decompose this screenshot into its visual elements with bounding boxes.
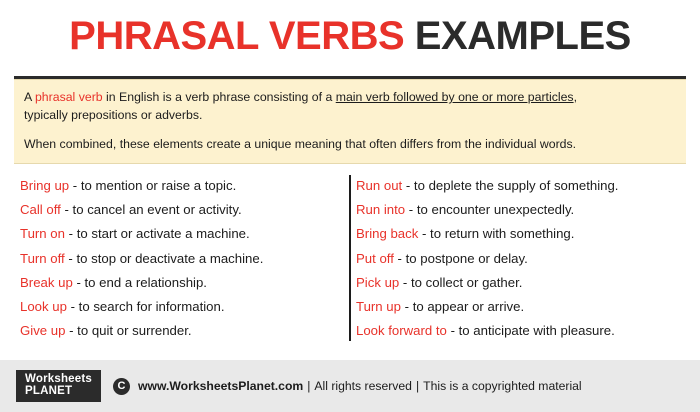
intro-paragraph-2: When combined, these elements create a unique meaning that often differs from the individual words. xyxy=(24,136,577,151)
title-dark-part: EXAMPLES xyxy=(404,14,631,58)
phrasal-verb-definition: - to postpone or delay. xyxy=(393,250,528,266)
list-item xyxy=(20,222,344,246)
title-red-part: PHRASAL VERBS xyxy=(69,14,405,58)
phrasal-verb: Break up xyxy=(20,274,73,290)
intro-text-c: , xyxy=(573,90,577,104)
phrasal-verb: Put off xyxy=(356,250,394,266)
list-item xyxy=(20,173,344,197)
phrasal-verb: Run into xyxy=(356,202,406,218)
intro-highlight-phrasal-verb: phrasal verb xyxy=(34,90,103,104)
footer-bar xyxy=(0,360,700,412)
footer-credits xyxy=(138,379,582,393)
list-item xyxy=(356,222,680,246)
examples-columns xyxy=(14,173,686,342)
intro-panel xyxy=(14,79,686,164)
left-column xyxy=(14,173,350,342)
phrasal-verb: Turn off xyxy=(20,250,65,266)
footer-notice: This is a copyrighted material xyxy=(423,379,582,393)
list-item xyxy=(20,198,344,222)
list-item xyxy=(20,295,344,319)
phrasal-verb-definition: - to appear or arrive. xyxy=(400,299,525,314)
phrasal-verb: Look forward to xyxy=(356,323,447,339)
list-item xyxy=(20,319,344,343)
column-divider xyxy=(349,175,351,340)
phrasal-verb: Run out xyxy=(356,177,403,193)
footer-separator-1: | xyxy=(307,379,311,393)
right-column xyxy=(350,173,686,342)
phrasal-verb-definition: - to deplete the supply of something. xyxy=(402,177,619,193)
phrasal-verb-definition: - to encounter unexpectedly. xyxy=(405,202,575,218)
phrasal-verb-definition: - to start or activate a machine. xyxy=(64,226,250,242)
list-item xyxy=(356,198,680,222)
phrasal-verb: Call off xyxy=(20,202,61,218)
intro-text-a: A xyxy=(24,90,35,104)
worksheets-planet-logo xyxy=(16,370,101,402)
phrasal-verb-definition: - to stop or deactivate a machine. xyxy=(64,250,264,266)
list-item xyxy=(20,246,344,270)
footer-separator-2: | xyxy=(415,379,420,393)
phrasal-verb-definition: - to end a relationship. xyxy=(72,274,207,290)
logo-line-2: PLANET xyxy=(25,384,73,397)
phrasal-verb: Turn on xyxy=(20,226,65,242)
footer-rights: All rights reserved xyxy=(314,379,412,393)
logo-line-1: Worksheets xyxy=(25,372,92,385)
intro-underlined-definition: main verb followed by one or more particles xyxy=(335,90,574,104)
phrasal-verb-definition: - to search for information. xyxy=(66,299,225,314)
phrasal-verb-definition: - to cancel an event or activity. xyxy=(60,202,242,218)
list-item xyxy=(356,270,680,294)
list-item xyxy=(356,319,680,343)
list-item xyxy=(356,246,680,270)
phrasal-verb-definition: - to anticipate with pleasure. xyxy=(446,323,615,339)
phrasal-verb: Bring up xyxy=(20,177,70,193)
phrasal-verb-definition: - to quit or surrender. xyxy=(65,323,192,339)
page-title xyxy=(0,16,700,56)
phrasal-verb: Look up xyxy=(20,299,67,314)
list-item xyxy=(20,270,344,294)
title-bar xyxy=(0,0,700,66)
website-url[interactable]: www.WorksheetsPlanet.com xyxy=(137,379,304,393)
phrasal-verb: Give up xyxy=(20,323,66,339)
intro-paragraph-1 xyxy=(24,89,676,125)
phrasal-verb-definition: - to return with something. xyxy=(418,226,575,242)
copyright-icon: C xyxy=(113,378,130,395)
phrasal-verb: Turn up xyxy=(356,299,401,314)
phrasal-verb-definition: - to mention or raise a topic. xyxy=(69,177,237,193)
intro-text-b: in English is a verb phrase consisting of a xyxy=(102,90,336,104)
intro-line-2: typically prepositions or adverbs. xyxy=(24,107,203,122)
phrasal-verb-definition: - to collect or gather. xyxy=(399,274,523,290)
list-item xyxy=(356,295,680,319)
phrasal-verb: Pick up xyxy=(356,274,400,290)
list-item xyxy=(356,173,680,197)
phrasal-verb: Bring back xyxy=(356,226,419,242)
